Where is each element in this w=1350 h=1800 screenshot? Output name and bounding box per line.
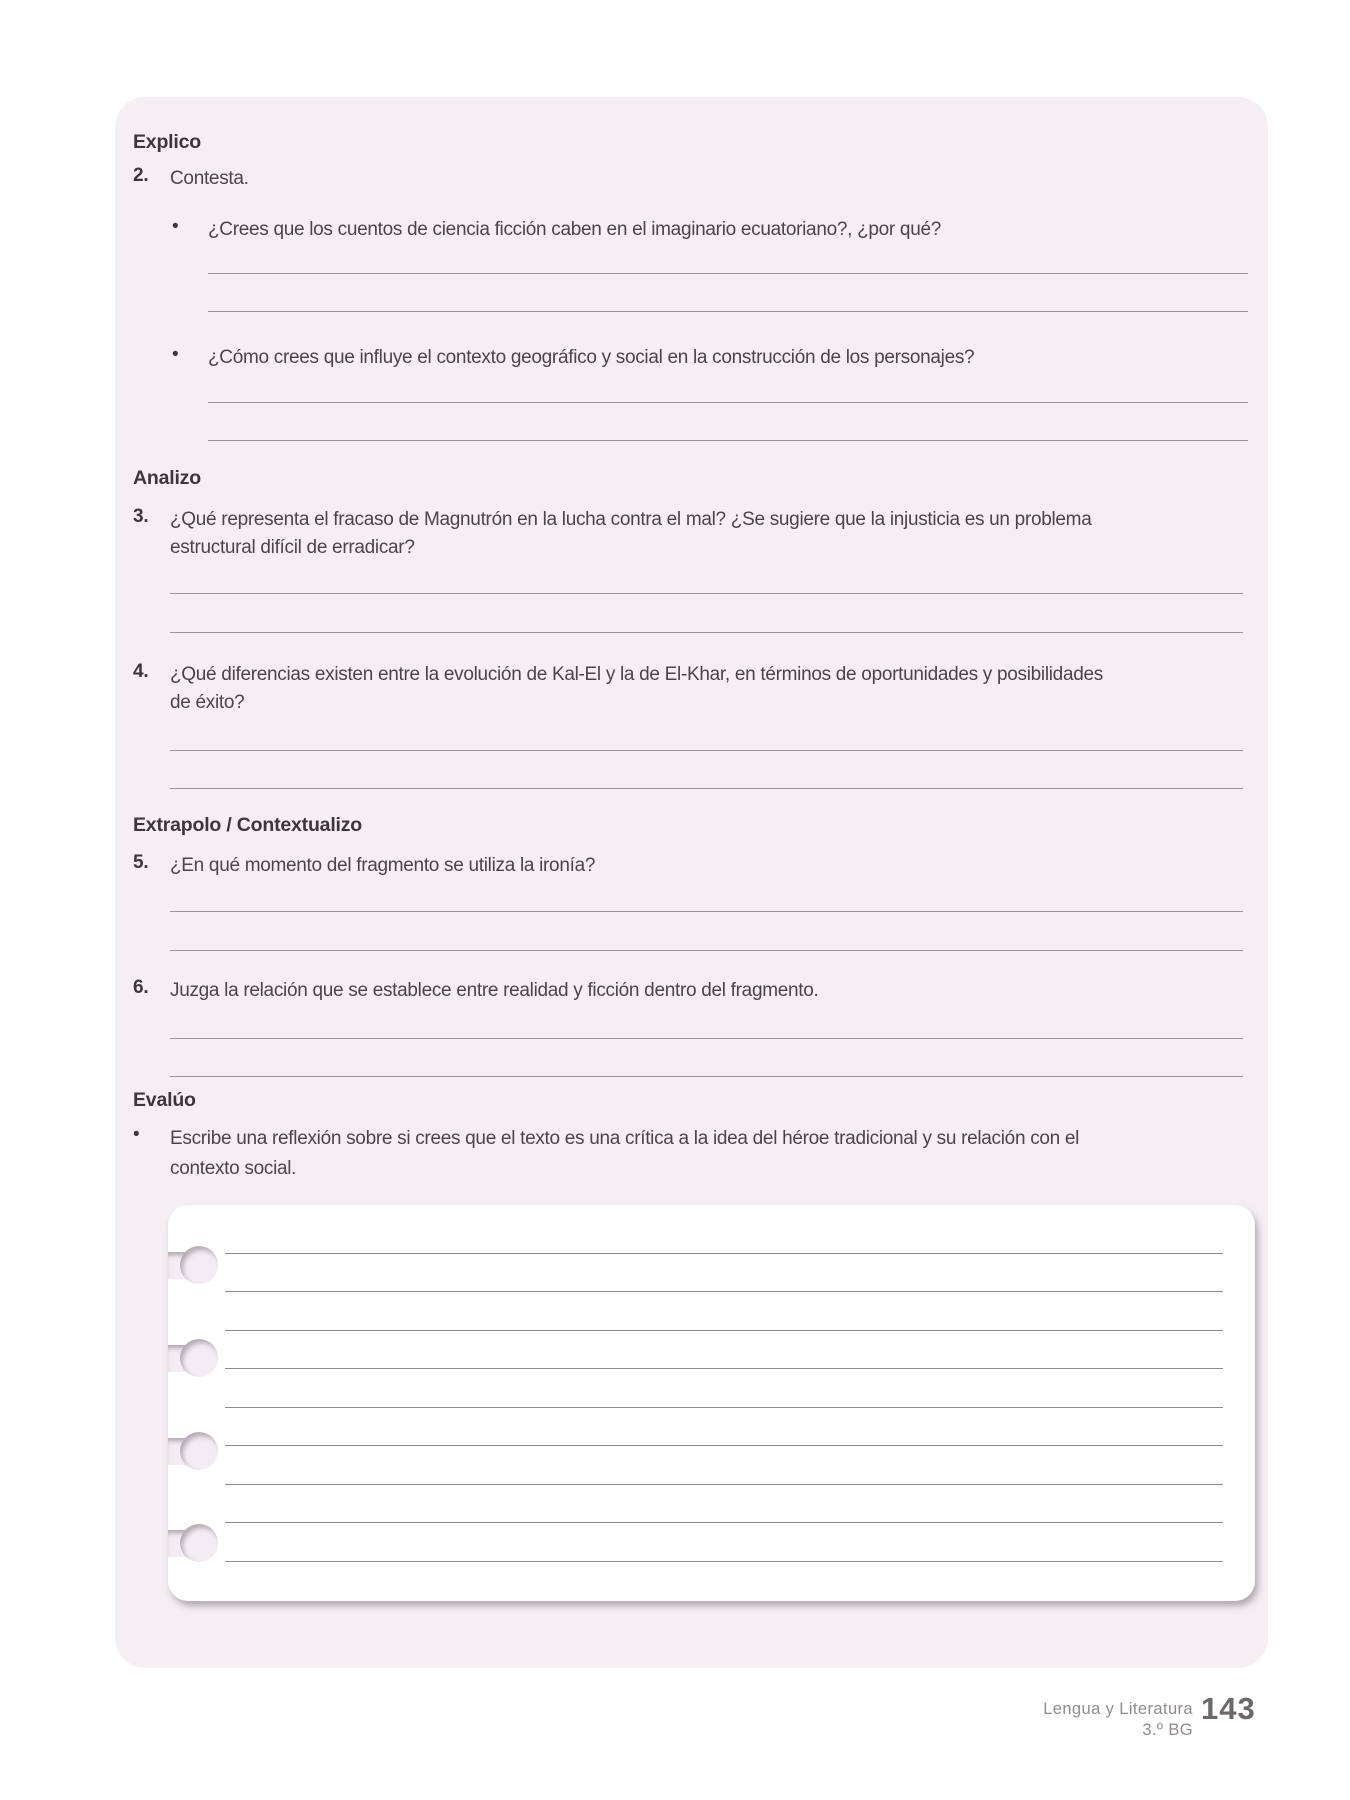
answer-line[interactable] [170, 788, 1243, 789]
evaluo-instruction: Escribe una reflexión sobre si crees que el texto es una crítica a la idea del héroe tradicional y su relación con el contexto social. [170, 1128, 1080, 1179]
answer-line[interactable] [170, 1076, 1243, 1077]
answer-line[interactable] [208, 311, 1248, 312]
question-4: ¿Qué diferencias existen entre la evolución de Kal-El y la de El-Khar, en términos de oportunidades y posibilidades de éxito? [170, 664, 1103, 713]
answer-line[interactable] [170, 750, 1243, 751]
answer-line[interactable] [170, 911, 1243, 912]
question-number: 3. [133, 506, 149, 527]
notebook-line[interactable] [225, 1522, 1223, 1523]
answer-line[interactable] [170, 593, 1243, 594]
section-title-evaluo: Evalúo [133, 1089, 196, 1111]
item-instruction: Contesta. [170, 168, 249, 189]
question-number: 6. [133, 977, 149, 998]
question-5: ¿En qué momento del fragmento se utiliza la ironía? [170, 855, 596, 876]
punch-hole-icon [168, 1431, 220, 1471]
question-bullet-1: ¿Crees que los cuentos de ciencia ficción caben en el imaginario ecuatoriano?, ¿por qué? [208, 219, 941, 240]
punch-hole-icon [168, 1523, 220, 1563]
punch-hole-icon [168, 1338, 220, 1378]
question-number: 5. [133, 852, 149, 873]
bullet-icon: • [133, 1124, 140, 1145]
footer-grade: 3.º BG [1142, 1721, 1193, 1739]
answer-line[interactable] [208, 402, 1248, 403]
section-title-explico: Explico [133, 131, 201, 153]
question-3: ¿Qué representa el fracaso de Magnutrón en la lucha contra el mal? ¿Se sugiere que la injusticia es un problema estructural difícil de erradicar? [170, 509, 1092, 558]
section-title-analizo: Analizo [133, 467, 201, 489]
notebook-line[interactable] [225, 1407, 1223, 1408]
footer-page-number: 143 [1201, 1691, 1256, 1726]
question-number: 4. [133, 661, 149, 682]
notebook-writing-area[interactable] [168, 1205, 1255, 1601]
notebook-line[interactable] [225, 1561, 1223, 1562]
answer-line[interactable] [208, 440, 1248, 441]
question-6: Juzga la relación que se establece entre realidad y ficción dentro del fragmento. [170, 980, 819, 1001]
item-number: 2. [133, 165, 149, 186]
answer-line[interactable] [208, 273, 1248, 274]
question-bullet-2: ¿Cómo crees que influye el contexto geográfico y social en la construcción de los personajes? [208, 347, 975, 368]
section-title-extrapolo: Extrapolo / Contextualizo [133, 814, 363, 836]
answer-line[interactable] [170, 632, 1243, 633]
notebook-line[interactable] [225, 1291, 1223, 1292]
bullet-icon: • [172, 216, 179, 237]
notebook-line[interactable] [225, 1368, 1223, 1369]
notebook-line[interactable] [225, 1445, 1223, 1446]
bullet-icon: • [172, 344, 179, 365]
punch-hole-icon [168, 1245, 220, 1285]
answer-line[interactable] [170, 950, 1243, 951]
notebook-line[interactable] [225, 1330, 1223, 1331]
answer-line[interactable] [170, 1038, 1243, 1039]
footer-subject: Lengua y Literatura [1043, 1700, 1193, 1718]
notebook-line[interactable] [225, 1253, 1223, 1254]
notebook-line[interactable] [225, 1484, 1223, 1485]
